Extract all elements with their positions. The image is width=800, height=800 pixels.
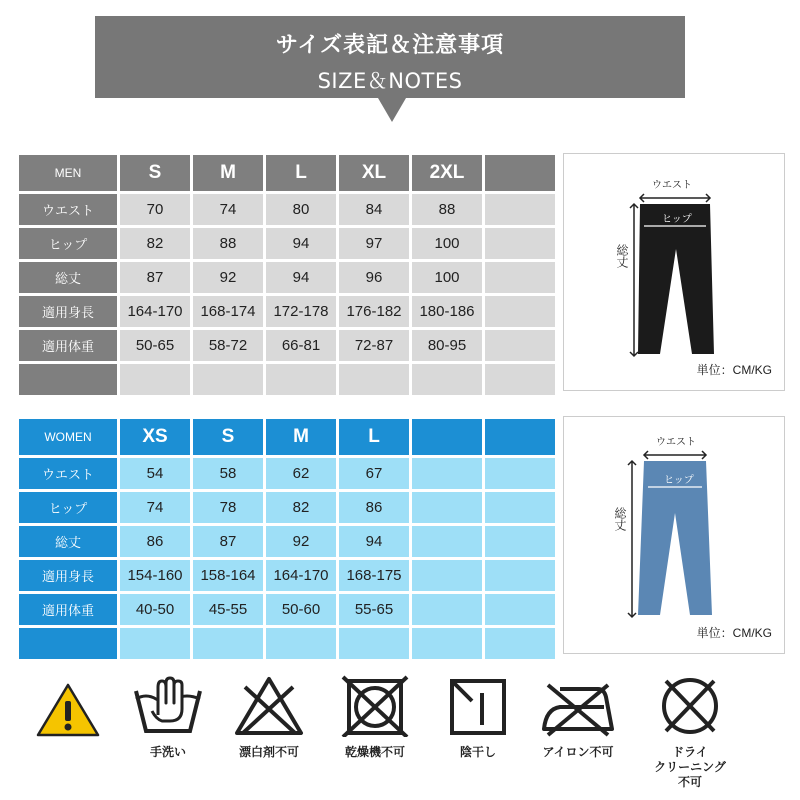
- table-cell: 67: [339, 458, 409, 489]
- empty-cell: [485, 262, 555, 293]
- empty-cell: [339, 628, 409, 659]
- table-cell: 180-186: [412, 296, 482, 327]
- table-cell: 87: [193, 526, 263, 557]
- empty-cell: [485, 526, 555, 557]
- size-header: L: [339, 419, 409, 455]
- table-row: [19, 526, 555, 557]
- empty-cell: [485, 155, 555, 191]
- page-title: サイズ表記＆注意事項: [275, 33, 505, 58]
- no-tumble-dry-icon: [339, 675, 411, 737]
- table-cell: 82: [120, 228, 190, 259]
- care-label: 乾燥機不可: [344, 745, 405, 759]
- table-cell: 62: [266, 458, 336, 489]
- table-cell: 100: [412, 228, 482, 259]
- empty-cell: [412, 628, 482, 659]
- table-row: [19, 492, 555, 523]
- hip-label: ヒップ: [662, 214, 692, 225]
- care-label: 手洗い: [149, 745, 186, 759]
- table-label-women: WOMEN: [19, 419, 117, 455]
- table-row: [19, 262, 555, 293]
- table-row: [19, 458, 555, 489]
- table-row: [19, 194, 555, 225]
- table-cell: 154-160: [120, 560, 190, 591]
- table-cell: 84: [339, 194, 409, 225]
- row-label: 適用身長: [19, 560, 117, 591]
- empty-cell: [485, 330, 555, 361]
- women-pants-icon: [564, 417, 786, 655]
- size-header: S: [193, 419, 263, 455]
- table-cell: 168-174: [193, 296, 263, 327]
- empty-cell: [193, 628, 263, 659]
- table-cell: 50-65: [120, 330, 190, 361]
- table-cell: 74: [120, 492, 190, 523]
- table-cell: 158-164: [193, 560, 263, 591]
- size-header: 2XL: [412, 155, 482, 191]
- table-cell: 72-87: [339, 330, 409, 361]
- row-label: 適用身長: [19, 296, 117, 327]
- no-dry-clean-icon: [654, 675, 726, 737]
- men-size-table: [16, 152, 558, 398]
- table-cell: 66-81: [266, 330, 336, 361]
- table-cell: 70: [120, 194, 190, 225]
- no-iron-icon: [540, 675, 616, 737]
- table-cell: 100: [412, 262, 482, 293]
- row-label: 総丈: [19, 262, 117, 293]
- table-cell: 86: [339, 492, 409, 523]
- table-cell: 94: [266, 228, 336, 259]
- empty-cell: [412, 492, 482, 523]
- table-cell: 80-95: [412, 330, 482, 361]
- table-cell: 45-55: [193, 594, 263, 625]
- table-cell: 88: [412, 194, 482, 225]
- empty-cell: [412, 419, 482, 455]
- table-row: [19, 330, 555, 361]
- warning-icon: [35, 682, 101, 738]
- care-no-dryer: [335, 675, 415, 760]
- shade-dry-icon: [442, 675, 514, 737]
- empty-cell: [412, 458, 482, 489]
- empty-cell: [485, 296, 555, 327]
- table-cell: 78: [193, 492, 263, 523]
- size-header: M: [266, 419, 336, 455]
- women-size-table: [16, 416, 558, 662]
- care-no-bleach: [229, 675, 309, 760]
- empty-cell: [19, 628, 117, 659]
- waist-label: ウエスト: [652, 180, 692, 191]
- title-banner: [95, 16, 685, 98]
- row-label: ヒップ: [19, 228, 117, 259]
- hip-label: ヒップ: [664, 475, 694, 486]
- table-cell: 168-175: [339, 560, 409, 591]
- empty-cell: [120, 364, 190, 395]
- page-subtitle: SIZE＆NOTES: [317, 69, 463, 93]
- empty-cell: [412, 560, 482, 591]
- length-label: 総丈: [613, 507, 627, 531]
- empty-cell: [485, 560, 555, 591]
- table-cell: 94: [266, 262, 336, 293]
- table-cell: 164-170: [120, 296, 190, 327]
- table-cell: 96: [339, 262, 409, 293]
- banner-arrow-icon: [378, 98, 406, 122]
- table-row: [19, 228, 555, 259]
- table-cell: 172-178: [266, 296, 336, 327]
- men-pants-diagram: [563, 153, 785, 391]
- empty-cell: [485, 364, 555, 395]
- care-label-line: クリーニング: [654, 760, 726, 774]
- size-header: S: [120, 155, 190, 191]
- table-row: [19, 594, 555, 625]
- table-cell: 88: [193, 228, 263, 259]
- table-header-row: [19, 419, 555, 455]
- row-label: 適用体重: [19, 330, 117, 361]
- table-cell: 97: [339, 228, 409, 259]
- size-header: L: [266, 155, 336, 191]
- no-bleach-icon: [233, 675, 305, 737]
- table-cell: 58-72: [193, 330, 263, 361]
- table-cell: 86: [120, 526, 190, 557]
- empty-cell: [193, 364, 263, 395]
- empty-cell: [485, 492, 555, 523]
- size-header: XL: [339, 155, 409, 191]
- hand-wash-icon: [132, 675, 204, 737]
- table-cell: 80: [266, 194, 336, 225]
- empty-cell: [266, 628, 336, 659]
- care-no-dry-clean: [650, 675, 730, 790]
- size-header: XS: [120, 419, 190, 455]
- care-label-line: 不可: [677, 775, 702, 789]
- women-pants-diagram: [563, 416, 785, 654]
- warning-item: [28, 682, 108, 738]
- table-cell: 164-170: [266, 560, 336, 591]
- table-row: [19, 628, 555, 659]
- unit-label: 単位：CM/KG: [696, 363, 772, 377]
- table-cell: 58: [193, 458, 263, 489]
- table-cell: 54: [120, 458, 190, 489]
- table-cell: 92: [266, 526, 336, 557]
- care-shade-dry: [438, 675, 518, 760]
- unit-label: 単位：CM/KG: [696, 626, 772, 640]
- empty-cell: [485, 419, 555, 455]
- empty-cell: [120, 628, 190, 659]
- size-header: M: [193, 155, 263, 191]
- row-label: ウエスト: [19, 194, 117, 225]
- table-cell: 92: [193, 262, 263, 293]
- empty-cell: [485, 194, 555, 225]
- care-label: アイロン不可: [542, 745, 614, 759]
- empty-cell: [339, 364, 409, 395]
- empty-cell: [266, 364, 336, 395]
- table-row: [19, 364, 555, 395]
- table-row: [19, 560, 555, 591]
- care-label: [650, 745, 730, 790]
- table-cell: 74: [193, 194, 263, 225]
- empty-cell: [485, 594, 555, 625]
- table-cell: 40-50: [120, 594, 190, 625]
- row-label: 総丈: [19, 526, 117, 557]
- length-label: 総丈: [615, 244, 629, 268]
- table-cell: 82: [266, 492, 336, 523]
- care-label: 漂白剤不可: [238, 745, 299, 759]
- table-cell: 176-182: [339, 296, 409, 327]
- table-header-row: [19, 155, 555, 191]
- care-label: 陰干し: [459, 745, 496, 759]
- table-cell: 55-65: [339, 594, 409, 625]
- care-no-iron: [538, 675, 618, 760]
- empty-cell: [485, 228, 555, 259]
- empty-cell: [412, 526, 482, 557]
- row-label: ヒップ: [19, 492, 117, 523]
- table-label-men: MEN: [19, 155, 117, 191]
- row-label: 適用体重: [19, 594, 117, 625]
- table-row: [19, 296, 555, 327]
- row-label: ウエスト: [19, 458, 117, 489]
- table-cell: 50-60: [266, 594, 336, 625]
- table-cell: 94: [339, 526, 409, 557]
- empty-cell: [485, 458, 555, 489]
- care-label-line: ドライ: [672, 745, 708, 759]
- empty-cell: [19, 364, 117, 395]
- empty-cell: [485, 628, 555, 659]
- waist-label: ウエスト: [656, 437, 696, 448]
- care-hand-wash: [128, 675, 208, 760]
- empty-cell: [412, 364, 482, 395]
- empty-cell: [412, 594, 482, 625]
- table-cell: 87: [120, 262, 190, 293]
